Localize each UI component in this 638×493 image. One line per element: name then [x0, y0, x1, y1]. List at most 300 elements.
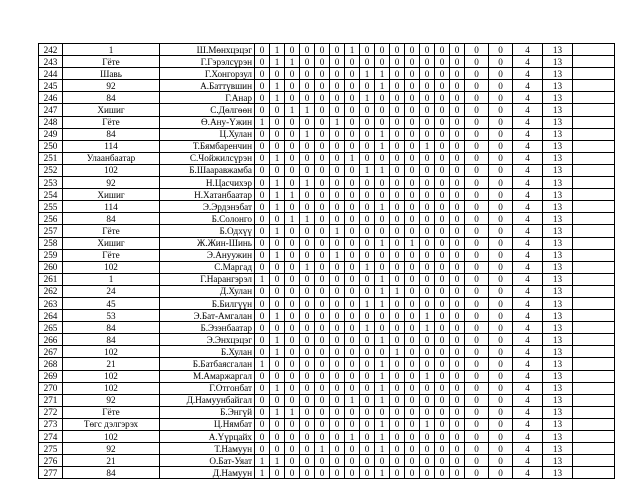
score-cell: 0 — [270, 358, 285, 370]
table-row — [39, 152, 615, 164]
score-cell: 0 — [330, 443, 345, 455]
score-cell: 0 — [345, 213, 360, 225]
score-cell: 0 — [285, 467, 300, 479]
score-cell: 4 — [513, 285, 543, 297]
score-cell: 0 — [345, 68, 360, 80]
score-cell: 0 — [390, 44, 405, 56]
score-cell: 0 — [315, 237, 330, 249]
score-cell: 4 — [513, 406, 543, 418]
score-cell: 0 — [315, 346, 330, 358]
row-number-cell: 267 — [39, 346, 63, 358]
score-cell: 0 — [405, 297, 420, 309]
score-cell: 0 — [489, 431, 513, 443]
empty-cell — [573, 140, 615, 152]
table-row — [39, 443, 615, 455]
row-number-cell: 272 — [39, 406, 63, 418]
score-cell: 1 — [360, 164, 375, 176]
score-cell: 13 — [543, 104, 573, 116]
score-cell: 1 — [270, 455, 285, 467]
score-cell: 13 — [543, 297, 573, 309]
score-cell: 0 — [345, 322, 360, 334]
student-name-cell: Б.Эзэнбаатар — [160, 322, 255, 334]
score-cell: 0 — [450, 56, 465, 68]
school-cell: 84 — [63, 128, 160, 140]
table-row — [39, 334, 615, 346]
table-row — [39, 406, 615, 418]
score-cell: 1 — [270, 310, 285, 322]
score-cell: 0 — [345, 189, 360, 201]
score-cell: 0 — [300, 68, 315, 80]
school-cell: Улаанбаатар — [63, 152, 160, 164]
score-cell: 13 — [543, 68, 573, 80]
score-cell: 0 — [345, 406, 360, 418]
score-cell: 4 — [513, 177, 543, 189]
score-cell: 0 — [285, 370, 300, 382]
school-cell: 102 — [63, 431, 160, 443]
student-name-cell: Д.Намуун — [160, 467, 255, 479]
score-cell: 0 — [270, 104, 285, 116]
score-cell: 0 — [345, 297, 360, 309]
score-cell: 1 — [375, 334, 390, 346]
score-table — [38, 43, 615, 479]
score-cell: 0 — [255, 443, 270, 455]
score-cell: 0 — [345, 358, 360, 370]
score-cell: 0 — [489, 443, 513, 455]
score-cell: 0 — [489, 467, 513, 479]
score-cell: 0 — [285, 44, 300, 56]
score-cell: 0 — [420, 467, 435, 479]
score-cell: 0 — [435, 44, 450, 56]
score-cell: 0 — [405, 443, 420, 455]
score-cell: 0 — [405, 346, 420, 358]
score-cell: 0 — [255, 237, 270, 249]
score-cell: 13 — [543, 455, 573, 467]
score-cell: 0 — [405, 68, 420, 80]
row-number-cell: 263 — [39, 297, 63, 309]
score-cell: 0 — [405, 44, 420, 56]
empty-cell — [573, 68, 615, 80]
score-cell: 0 — [300, 443, 315, 455]
score-cell: 0 — [450, 152, 465, 164]
student-name-cell: О.Бат-Уяат — [160, 455, 255, 467]
score-cell: 1 — [345, 44, 360, 56]
score-cell: 0 — [345, 467, 360, 479]
score-cell: 1 — [375, 394, 390, 406]
score-cell: 0 — [345, 237, 360, 249]
student-name-cell: Б.Шааравжамба — [160, 164, 255, 176]
score-cell: 0 — [405, 455, 420, 467]
score-cell: 0 — [375, 116, 390, 128]
score-cell: 0 — [450, 261, 465, 273]
student-name-cell: Б.Энгүй — [160, 406, 255, 418]
score-cell: 0 — [489, 128, 513, 140]
score-cell: 4 — [513, 249, 543, 261]
student-name-cell: С.Дөлгөөн — [160, 104, 255, 116]
score-cell: 4 — [513, 116, 543, 128]
row-number-cell: 242 — [39, 44, 63, 56]
score-cell: 0 — [489, 418, 513, 430]
score-cell: 4 — [513, 164, 543, 176]
score-cell: 0 — [285, 285, 300, 297]
table-body — [39, 44, 615, 479]
score-cell: 0 — [285, 140, 300, 152]
score-cell: 0 — [405, 201, 420, 213]
score-cell: 0 — [315, 382, 330, 394]
student-name-cell: Б.Билгүүн — [160, 297, 255, 309]
score-cell: 0 — [420, 297, 435, 309]
row-number-cell: 248 — [39, 116, 63, 128]
score-cell: 0 — [330, 455, 345, 467]
score-cell: 0 — [405, 310, 420, 322]
row-number-cell: 250 — [39, 140, 63, 152]
score-cell: 0 — [450, 80, 465, 92]
score-cell: 0 — [405, 370, 420, 382]
score-cell: 0 — [375, 261, 390, 273]
empty-cell — [573, 261, 615, 273]
score-cell: 0 — [345, 249, 360, 261]
score-cell: 0 — [489, 164, 513, 176]
score-cell: 0 — [450, 68, 465, 80]
score-cell: 4 — [513, 346, 543, 358]
score-cell: 0 — [390, 68, 405, 80]
score-cell: 1 — [300, 213, 315, 225]
score-cell: 1 — [270, 406, 285, 418]
score-cell: 0 — [390, 56, 405, 68]
score-cell: 1 — [270, 56, 285, 68]
score-cell: 4 — [513, 56, 543, 68]
row-number-cell: 268 — [39, 358, 63, 370]
score-cell: 0 — [435, 92, 450, 104]
score-cell: 0 — [390, 297, 405, 309]
score-cell: 0 — [270, 431, 285, 443]
score-cell: 4 — [513, 189, 543, 201]
score-cell: 0 — [420, 56, 435, 68]
school-cell: 24 — [63, 285, 160, 297]
score-cell: 0 — [489, 237, 513, 249]
table-row — [39, 285, 615, 297]
score-cell: 0 — [300, 431, 315, 443]
score-cell: 0 — [420, 128, 435, 140]
score-cell: 0 — [405, 56, 420, 68]
score-cell: 0 — [420, 213, 435, 225]
score-cell: 0 — [465, 406, 489, 418]
score-cell: 1 — [375, 273, 390, 285]
empty-cell — [573, 177, 615, 189]
score-cell: 1 — [375, 431, 390, 443]
score-cell: 0 — [315, 128, 330, 140]
score-cell: 0 — [345, 225, 360, 237]
score-cell: 0 — [435, 310, 450, 322]
score-cell: 4 — [513, 44, 543, 56]
score-cell: 4 — [513, 261, 543, 273]
score-cell: 1 — [345, 394, 360, 406]
score-cell: 1 — [390, 346, 405, 358]
score-cell: 0 — [360, 431, 375, 443]
score-cell: 0 — [315, 104, 330, 116]
empty-cell — [573, 285, 615, 297]
score-cell: 0 — [315, 322, 330, 334]
score-cell: 0 — [450, 249, 465, 261]
score-cell: 0 — [390, 104, 405, 116]
score-cell: 1 — [375, 237, 390, 249]
score-cell: 0 — [315, 455, 330, 467]
score-cell: 1 — [270, 382, 285, 394]
score-cell: 0 — [450, 443, 465, 455]
score-cell: 0 — [375, 455, 390, 467]
score-cell: 0 — [285, 177, 300, 189]
score-cell: 13 — [543, 201, 573, 213]
score-cell: 13 — [543, 249, 573, 261]
score-cell: 0 — [270, 261, 285, 273]
score-cell: 0 — [375, 406, 390, 418]
score-cell: 1 — [375, 285, 390, 297]
score-cell: 0 — [300, 285, 315, 297]
score-cell: 1 — [360, 68, 375, 80]
score-cell: 0 — [300, 273, 315, 285]
score-cell: 0 — [300, 189, 315, 201]
score-cell: 0 — [345, 273, 360, 285]
empty-cell — [573, 394, 615, 406]
score-cell: 0 — [270, 237, 285, 249]
score-cell: 0 — [345, 382, 360, 394]
score-cell: 0 — [420, 92, 435, 104]
score-cell: 0 — [285, 443, 300, 455]
score-cell: 1 — [420, 140, 435, 152]
score-cell: 0 — [489, 285, 513, 297]
student-name-cell: Т.Бямбаренчин — [160, 140, 255, 152]
score-cell: 1 — [300, 104, 315, 116]
score-cell: 4 — [513, 237, 543, 249]
score-cell: 0 — [489, 80, 513, 92]
score-cell: 1 — [300, 177, 315, 189]
score-cell: 0 — [405, 92, 420, 104]
score-cell: 0 — [435, 418, 450, 430]
row-number-cell: 274 — [39, 431, 63, 443]
score-cell: 4 — [513, 394, 543, 406]
school-cell: 84 — [63, 467, 160, 479]
score-cell: 0 — [255, 394, 270, 406]
score-cell: 0 — [489, 310, 513, 322]
row-number-cell: 254 — [39, 189, 63, 201]
score-cell: 0 — [360, 44, 375, 56]
score-cell: 0 — [465, 431, 489, 443]
score-cell: 4 — [513, 201, 543, 213]
score-cell: 1 — [375, 467, 390, 479]
student-name-cell: Г.Гэрэлсүрэн — [160, 56, 255, 68]
row-number-cell: 255 — [39, 201, 63, 213]
school-cell: Хишиг — [63, 237, 160, 249]
row-number-cell: 257 — [39, 225, 63, 237]
score-cell: 0 — [330, 68, 345, 80]
score-cell: 1 — [375, 201, 390, 213]
score-cell: 13 — [543, 128, 573, 140]
student-name-cell: Ж.Жин-Шинь — [160, 237, 255, 249]
score-cell: 0 — [465, 297, 489, 309]
row-number-cell: 270 — [39, 382, 63, 394]
school-cell: Хишиг — [63, 189, 160, 201]
score-cell: 0 — [390, 370, 405, 382]
score-cell: 0 — [285, 322, 300, 334]
score-cell: 0 — [315, 80, 330, 92]
score-cell: 0 — [465, 249, 489, 261]
score-cell: 0 — [420, 443, 435, 455]
student-name-cell: Э.Эрдэнэбат — [160, 201, 255, 213]
school-cell: 92 — [63, 443, 160, 455]
score-cell: 0 — [270, 394, 285, 406]
score-cell: 0 — [315, 358, 330, 370]
score-cell: 0 — [450, 406, 465, 418]
student-name-cell: Б.Батбаясгалан — [160, 358, 255, 370]
table-row — [39, 56, 615, 68]
student-name-cell: А.Үүрцайх — [160, 431, 255, 443]
score-cell: 0 — [465, 346, 489, 358]
score-cell: 0 — [360, 406, 375, 418]
score-cell: 0 — [450, 467, 465, 479]
score-cell: 0 — [435, 177, 450, 189]
score-cell: 0 — [420, 201, 435, 213]
score-cell: 1 — [360, 92, 375, 104]
score-cell: 0 — [375, 249, 390, 261]
empty-cell — [573, 322, 615, 334]
score-cell: 0 — [315, 297, 330, 309]
score-cell: 0 — [489, 152, 513, 164]
score-cell: 0 — [315, 116, 330, 128]
empty-cell — [573, 189, 615, 201]
row-number-cell: 252 — [39, 164, 63, 176]
score-cell: 0 — [390, 140, 405, 152]
score-cell: 0 — [360, 225, 375, 237]
score-cell: 1 — [420, 370, 435, 382]
empty-cell — [573, 213, 615, 225]
score-cell: 4 — [513, 128, 543, 140]
score-cell: 4 — [513, 467, 543, 479]
table-row — [39, 68, 615, 80]
score-cell: 13 — [543, 273, 573, 285]
score-cell: 0 — [255, 334, 270, 346]
score-cell: 0 — [390, 189, 405, 201]
score-cell: 1 — [270, 152, 285, 164]
score-cell: 0 — [330, 358, 345, 370]
score-cell: 0 — [489, 358, 513, 370]
score-cell: 0 — [255, 56, 270, 68]
score-cell: 0 — [450, 92, 465, 104]
score-cell: 0 — [465, 455, 489, 467]
score-cell: 13 — [543, 310, 573, 322]
score-cell: 0 — [300, 455, 315, 467]
score-cell: 0 — [450, 201, 465, 213]
score-cell: 0 — [285, 164, 300, 176]
score-cell: 0 — [450, 394, 465, 406]
score-cell: 13 — [543, 140, 573, 152]
score-cell: 0 — [330, 285, 345, 297]
empty-cell — [573, 370, 615, 382]
score-cell: 1 — [375, 297, 390, 309]
score-cell: 1 — [300, 261, 315, 273]
score-cell: 0 — [435, 261, 450, 273]
score-cell: 0 — [375, 322, 390, 334]
score-cell: 0 — [345, 370, 360, 382]
score-cell: 0 — [420, 152, 435, 164]
school-cell: 114 — [63, 201, 160, 213]
school-cell: Хишиг — [63, 104, 160, 116]
score-cell: 0 — [465, 443, 489, 455]
row-number-cell: 247 — [39, 104, 63, 116]
score-cell: 0 — [270, 68, 285, 80]
student-name-cell: Ө.Ану-Үжин — [160, 116, 255, 128]
score-cell: 1 — [255, 467, 270, 479]
score-cell: 13 — [543, 177, 573, 189]
score-cell: 0 — [285, 382, 300, 394]
score-cell: 0 — [360, 443, 375, 455]
score-cell: 0 — [285, 431, 300, 443]
score-cell: 4 — [513, 334, 543, 346]
score-cell: 0 — [405, 177, 420, 189]
score-cell: 0 — [300, 249, 315, 261]
score-cell: 0 — [465, 394, 489, 406]
row-number-cell: 277 — [39, 467, 63, 479]
score-cell: 0 — [315, 285, 330, 297]
student-name-cell: Ц.Хулан — [160, 128, 255, 140]
score-cell: 0 — [300, 164, 315, 176]
score-cell: 0 — [420, 189, 435, 201]
row-number-cell: 269 — [39, 370, 63, 382]
school-cell: Гёте — [63, 249, 160, 261]
score-cell: 0 — [489, 92, 513, 104]
score-cell: 0 — [270, 213, 285, 225]
score-cell: 0 — [435, 346, 450, 358]
score-cell: 4 — [513, 140, 543, 152]
student-name-cell: А.Баттүвшин — [160, 80, 255, 92]
score-cell: 0 — [375, 56, 390, 68]
table-row — [39, 140, 615, 152]
score-cell: 0 — [450, 358, 465, 370]
score-cell: 4 — [513, 370, 543, 382]
row-number-cell: 243 — [39, 56, 63, 68]
table-row — [39, 310, 615, 322]
score-cell: 0 — [270, 322, 285, 334]
score-cell: 1 — [375, 164, 390, 176]
score-cell: 0 — [450, 297, 465, 309]
score-cell: 0 — [405, 128, 420, 140]
score-cell: 0 — [345, 92, 360, 104]
score-cell: 0 — [360, 249, 375, 261]
score-cell: 0 — [255, 382, 270, 394]
score-cell: 0 — [270, 467, 285, 479]
student-name-cell: Ц.Нямбат — [160, 418, 255, 430]
score-cell: 0 — [360, 104, 375, 116]
score-cell: 1 — [270, 201, 285, 213]
score-cell: 0 — [255, 152, 270, 164]
score-cell: 0 — [465, 334, 489, 346]
score-cell: 0 — [450, 310, 465, 322]
score-cell: 0 — [285, 346, 300, 358]
student-name-cell: С.Маргад — [160, 261, 255, 273]
score-cell: 0 — [375, 189, 390, 201]
score-cell: 13 — [543, 346, 573, 358]
score-cell: 0 — [330, 322, 345, 334]
score-cell: 0 — [435, 237, 450, 249]
score-cell: 0 — [255, 370, 270, 382]
score-cell: 0 — [255, 285, 270, 297]
score-cell: 0 — [330, 382, 345, 394]
table-row — [39, 201, 615, 213]
score-cell: 0 — [390, 80, 405, 92]
score-cell: 0 — [405, 261, 420, 273]
score-cell: 0 — [375, 213, 390, 225]
score-cell: 0 — [255, 310, 270, 322]
score-cell: 0 — [330, 177, 345, 189]
score-cell: 0 — [360, 201, 375, 213]
